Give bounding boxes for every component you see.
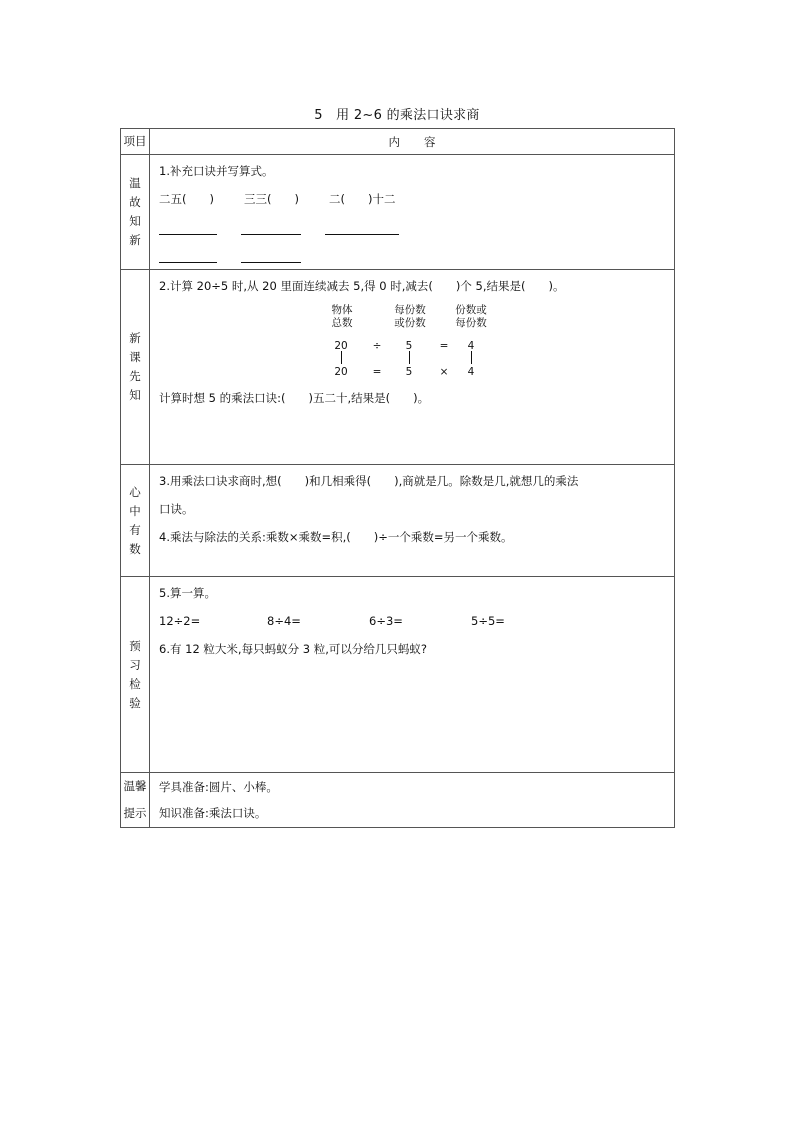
- question-2: 2.计算 20÷5 时,从 20 里面连续减去 5,得 0 时,减去( )个 5,结果是( )。: [159, 279, 565, 293]
- answer-blank[interactable]: [159, 220, 217, 235]
- diagram-r2-factor1: 5: [405, 366, 413, 378]
- calc-item: 5÷5=: [471, 614, 505, 628]
- diagram-header-parts: 份数或 每份数: [455, 304, 487, 329]
- diagram-header-per: 每份数 或份数: [394, 304, 426, 329]
- diagram-connector: [341, 351, 342, 364]
- preview-content: [150, 270, 675, 465]
- diagram-r1-eq: =: [439, 340, 449, 352]
- question-6: 6.有 12 粒大米,每只蚂蚁分 3 粒,可以分给几只蚂蚁?: [159, 642, 427, 656]
- diagram-connector: [409, 351, 410, 364]
- answer-blank[interactable]: [241, 220, 301, 235]
- check-label: 预 习 检 验: [121, 577, 150, 773]
- rhyme-items: [159, 185, 674, 213]
- diagram-r2-product: 20: [334, 366, 348, 378]
- lesson-table: [120, 128, 675, 828]
- answer-blanks-2: [159, 241, 674, 269]
- question-4: 4.乘法与除法的关系:乘数×乘数=积,( )÷一个乘数=另一个乘数。: [159, 530, 513, 544]
- calc-item: 8÷4=: [267, 614, 301, 628]
- rhyme-item: 三三( ): [243, 192, 299, 206]
- check-row: [121, 577, 675, 773]
- mind-label: 心 中 有 数: [121, 465, 150, 577]
- diagram-connector: [471, 351, 472, 364]
- check-content: [150, 577, 675, 773]
- page-title: 5 用 2~6 的乘法口诀求商: [314, 108, 480, 123]
- tips-content: [150, 773, 675, 828]
- answer-blank[interactable]: [159, 248, 217, 263]
- tip-tools: 学具准备:圆片、小棒。: [159, 780, 278, 794]
- review-label: 温 故 知 新: [121, 155, 150, 270]
- calc-items: [159, 607, 674, 635]
- header-content-label: 内容: [150, 129, 675, 155]
- diagram-r1-divisor: 5: [405, 340, 413, 352]
- review-content: [150, 155, 675, 270]
- calc-item: 6÷3=: [369, 614, 403, 628]
- question-1: 1.补充口诀并写算式。: [159, 164, 274, 178]
- diagram-r1-dividend: 20: [334, 340, 348, 352]
- mind-content: [150, 465, 675, 577]
- question-3-cont: 口诀。: [159, 502, 194, 516]
- mind-row: [121, 465, 675, 577]
- diagram-r2-op: ×: [439, 366, 449, 378]
- review-row: [121, 155, 675, 270]
- answer-blanks: [159, 213, 674, 241]
- preview-row: [121, 270, 675, 465]
- diagram-r2-eq: =: [372, 366, 382, 378]
- division-diagram: [159, 304, 674, 378]
- answer-blank[interactable]: [325, 220, 399, 235]
- tip-knowledge: 知识准备:乘法口诀。: [159, 806, 267, 820]
- answer-blank[interactable]: [241, 248, 301, 263]
- diagram-r1-op: ÷: [372, 340, 382, 352]
- question-2b: 计算时想 5 的乘法口诀:( )五二十,结果是( )。: [159, 391, 430, 405]
- rhyme-item: 二( )十二: [328, 192, 396, 206]
- diagram-r2-factor2: 4: [467, 366, 475, 378]
- preview-label: 新 课 先 知: [121, 270, 150, 465]
- question-5: 5.算一算。: [159, 586, 216, 600]
- rhyme-item: 二五( ): [159, 192, 214, 206]
- tips-label: 温馨 提示: [121, 773, 150, 828]
- tips-row: [121, 773, 675, 828]
- diagram-r1-quotient: 4: [467, 340, 475, 352]
- calc-item: 12÷2=: [159, 614, 201, 628]
- header-item-label: 项目: [121, 129, 150, 155]
- diagram-header-total: 物体 总数: [331, 304, 353, 329]
- question-3: 3.用乘法口诀求商时,想( )和几相乘得( ),商就是几。除数是几,就想几的乘法: [159, 474, 579, 488]
- table-header-row: [121, 129, 675, 155]
